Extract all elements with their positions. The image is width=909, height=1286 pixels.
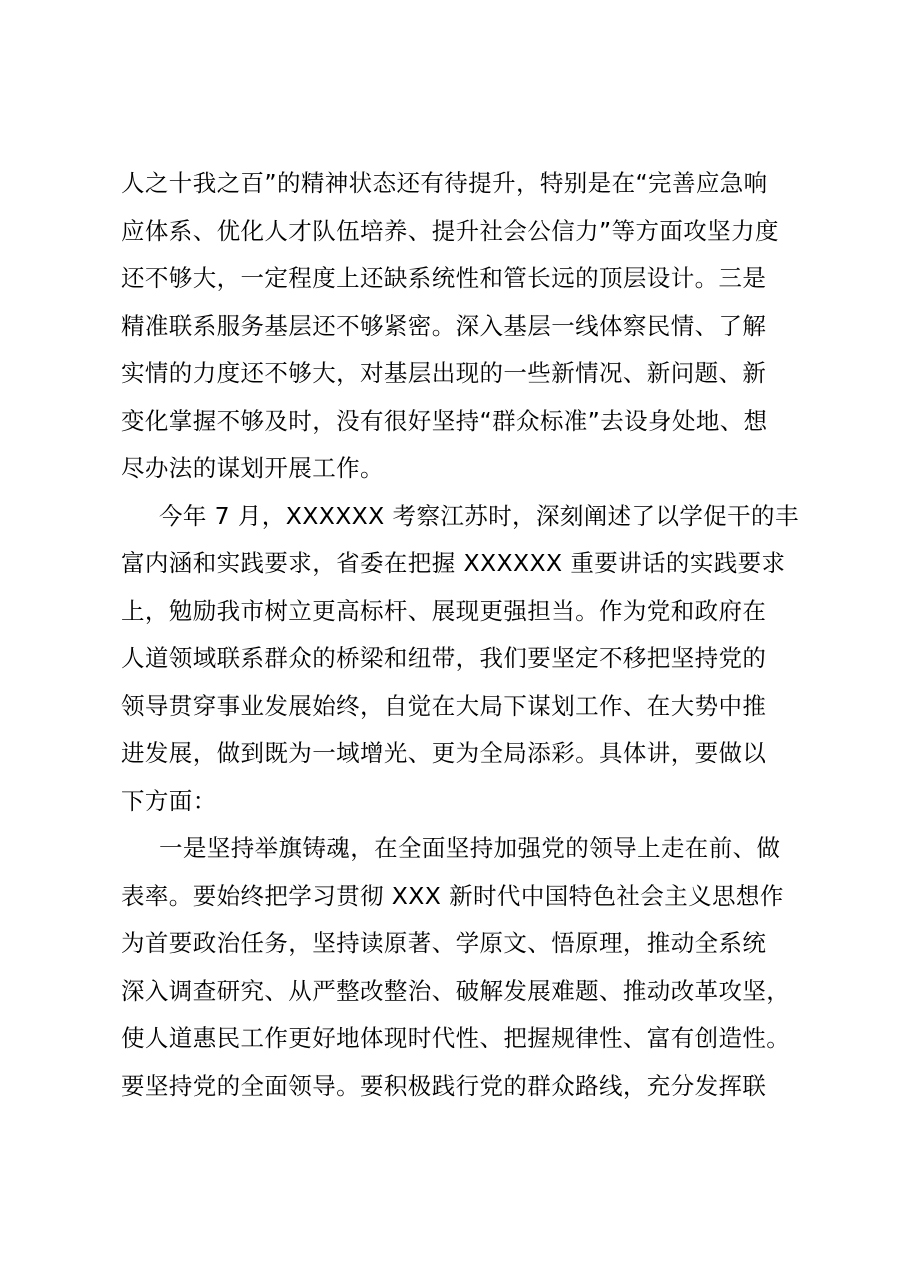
text-line: 人之十我之百”的精神状态还有待提升，特别是在“完善应急响 <box>121 169 768 197</box>
text-line: 深入调查研究、从严整改整治、破解发展难题、推动改革攻坚， <box>121 976 791 1005</box>
text-line: 富内涵和实践要求，省委在把握 XXXXXX 重要讲话的实践要求 <box>121 549 786 577</box>
text-line: 使人道惠民工作更好地体现时代性、把握规律性、富有创造性。 <box>121 1024 791 1052</box>
text-line: 人道领域联系群众的桥梁和纽带，我们要坚定不移把坚持党的 <box>121 644 767 672</box>
text-line: 为首要政治任务，坚持读原著、学原文、悟原理，推动全系统 <box>121 929 767 957</box>
text-line: 表率。要始终把学习贯彻 XXX 新时代中国特色社会主义思想作 <box>121 881 784 910</box>
text-line: 领导贯穿事业发展始终，自觉在大局下谋划工作、在大势中推 <box>121 691 767 720</box>
text-line: 进发展，做到既为一域增光、更为全局添彩。具体讲，要做以 <box>121 739 767 767</box>
paragraph-start-line: 一是坚持举旗铸魂，在全面坚持加强党的领导上走在前、做 <box>159 834 781 862</box>
text-line: 应体系、优化人才队伍培养、提升社会公信力”等方面攻坚力度 <box>121 216 779 245</box>
text-line: 变化掌握不够及时，没有很好坚持“群众标准”去设身处地、想 <box>121 406 768 435</box>
text-line: 尽办法的谋划开展工作。 <box>121 454 384 482</box>
text-line: 精准联系服务基层还不够紧密。深入基层一线体察民情、了解 <box>121 311 767 340</box>
text-line: 实情的力度还不够大，对基层出现的一些新情况、新问题、新 <box>121 359 767 387</box>
text-line: 还不够大，一定程度上还缺系统性和管长远的顶层设计。三是 <box>121 264 767 292</box>
text-line: 上，勉励我市树立更高标杆、展现更强担当。作为党和政府在 <box>121 596 767 625</box>
text-line: 要坚持党的全面领导。要积极践行党的群众路线，充分发挥联 <box>121 1071 767 1100</box>
text-line: 下方面： <box>121 786 217 815</box>
paragraph-start-line: 今年 7 月，XXXXXX 考察江苏时，深刻阐述了以学促干的丰 <box>159 501 799 530</box>
body-text <box>121 160 821 1110</box>
